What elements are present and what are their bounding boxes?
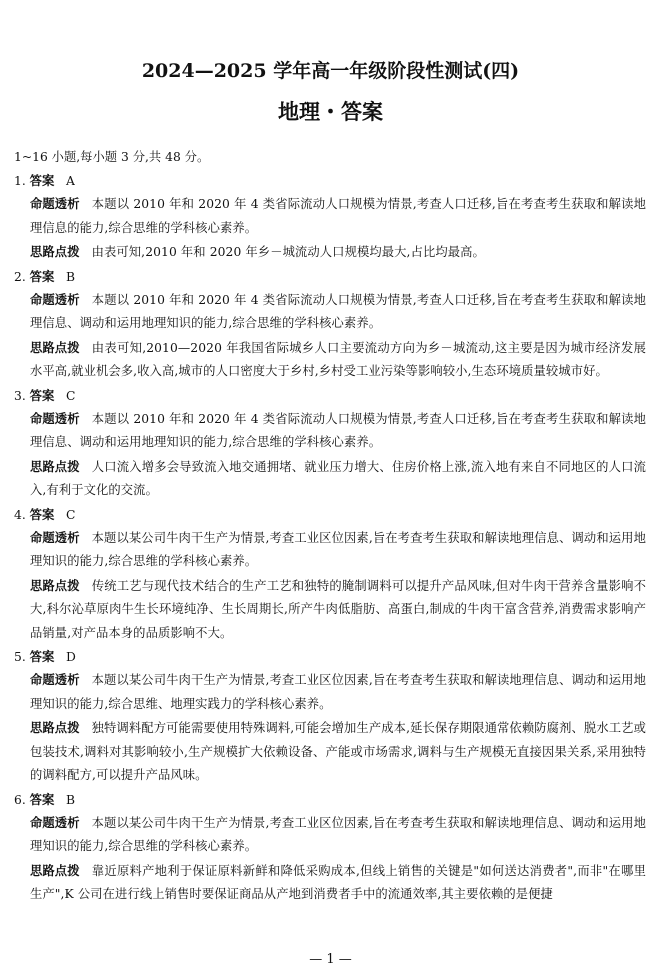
question-answer-line xyxy=(14,503,646,526)
question-number: 4. xyxy=(14,507,26,522)
exam-subtitle: 地理・答案 xyxy=(278,99,383,124)
question-answer-line xyxy=(14,788,646,811)
answer-value: B xyxy=(66,269,76,284)
page-number: — 1 — xyxy=(309,952,352,967)
question-number: 5. xyxy=(14,650,26,664)
question-number: 1. xyxy=(14,174,26,188)
question-block-1 xyxy=(14,169,646,265)
analysis-paragraph xyxy=(14,668,646,716)
answer-label: 答案 xyxy=(29,268,55,284)
hint-text: 独特调料配方可能需要使用特殊调料,可能会增加生产成本,延长保存期限通常依赖防腐剂、脱水工艺或包装技术,调料对其影响较小,生产规模扩大依赖设备、产能或市场需求,调料与生产规模无直接因果关系,采用独特的调料配方,可以提升产品风味。 xyxy=(30,721,646,782)
hint-label: 思路点拨 xyxy=(30,720,80,735)
hint-paragraph xyxy=(14,859,646,907)
question-number: 6. xyxy=(14,792,26,807)
question-block-6 xyxy=(14,788,646,907)
hint-label: 思路点拨 xyxy=(30,862,80,878)
analysis-text: 本题以 2010 年和 2020 年 4 类省际流动人口规模为情景,考查人口迁移,旨在考查考生获取和解读地理信息的能力,综合思维的学科核心素养。 xyxy=(30,197,646,235)
analysis-paragraph xyxy=(14,288,646,336)
answer-label: 答案 xyxy=(29,649,55,664)
analysis-label: 命题透析 xyxy=(30,672,80,687)
answer-label: 答案 xyxy=(29,173,55,188)
question-answer-line xyxy=(14,265,646,288)
answer-value: D xyxy=(66,650,76,664)
analysis-text: 本题以 2010 年和 2020 年 4 类省际流动人口规模为情景,考查人口迁移,旨在考查考生获取和解读地理信息、调动和运用地理知识的能力,综合思维的学科核心素养。 xyxy=(30,411,646,449)
answer-value: A xyxy=(66,174,75,188)
hint-label: 思路点拨 xyxy=(30,458,80,474)
hint-paragraph xyxy=(14,574,646,646)
answer-value: C xyxy=(66,507,76,522)
question-number: 2. xyxy=(14,269,26,284)
question-number: 3. xyxy=(14,388,26,403)
analysis-label: 命题透析 xyxy=(30,529,80,545)
hint-paragraph xyxy=(14,336,646,384)
hint-text: 靠近原料产地利于保证原料新鲜和降低采购成本,但线上销售的关键是"如何送达消费者",而非"在哪里生产",K 公司在进行线上销售时要保证商品从产地到消费者手中的流通效率,其主要依赖的是便捷 xyxy=(30,863,646,901)
analysis-label: 命题透析 xyxy=(30,814,80,830)
analysis-label: 命题透析 xyxy=(30,410,80,426)
analysis-label: 命题透析 xyxy=(30,291,80,307)
hint-text: 由表可知,2010—2020 年我国省际城乡人口主要流动方向为乡－城流动,这主要是因为城市经济发展水平高,就业机会多,收入高,城市的人口密度大于乡村,乡村受工业污染等影响较小,生态环境质量较城市好。 xyxy=(30,340,646,378)
analysis-text: 本题以某公司牛肉干生产为情景,考查工业区位因素,旨在考查考生获取和解读地理信息、调动和运用地理知识的能力,综合思维的学科核心素养。 xyxy=(30,815,646,853)
answer-value: C xyxy=(66,388,76,403)
hint-label: 思路点拨 xyxy=(30,577,80,593)
question-block-2 xyxy=(14,265,646,384)
hint-paragraph xyxy=(14,455,646,503)
analysis-text: 本题以某公司牛肉干生产为情景,考查工业区位因素,旨在考查考生获取和解读地理信息、调动和运用地理知识的能力,综合思维、地理实践力的学科核心素养。 xyxy=(30,673,646,711)
answer-body xyxy=(14,146,646,907)
question-block-4 xyxy=(14,503,646,646)
answer-label: 答案 xyxy=(29,506,55,522)
hint-text: 人口流入增多会导致流入地交通拥堵、就业压力增大、住房价格上涨,流入地有来自不同地区的人口流入,有利于文化的交流。 xyxy=(30,459,646,497)
answer-label: 答案 xyxy=(29,387,55,403)
analysis-label: 命题透析 xyxy=(30,196,80,211)
analysis-paragraph xyxy=(14,407,646,455)
hint-label: 思路点拨 xyxy=(30,244,80,259)
exam-title: 2024—2025 学年高一年级阶段性测试(四) xyxy=(141,60,520,82)
hint-text: 由表可知,2010 年和 2020 年乡－城流动人口规模均最大,占比均最高。 xyxy=(91,245,485,259)
question-answer-line xyxy=(14,169,646,192)
analysis-text: 本题以 2010 年和 2020 年 4 类省际流动人口规模为情景,考查人口迁移,旨在考查考生获取和解读地理信息、调动和运用地理知识的能力,综合思维的学科核心素养。 xyxy=(30,292,646,330)
question-answer-line xyxy=(14,645,646,668)
question-answer-line xyxy=(14,384,646,407)
hint-paragraph xyxy=(14,716,646,788)
analysis-paragraph xyxy=(14,526,646,574)
question-block-5 xyxy=(14,645,646,788)
analysis-paragraph xyxy=(14,811,646,859)
analysis-paragraph xyxy=(14,192,646,240)
analysis-text: 本题以某公司牛肉干生产为情景,考查工业区位因素,旨在考查考生获取和解读地理信息、调动和运用地理知识的能力,综合思维的学科核心素养。 xyxy=(30,530,646,568)
hint-label: 思路点拨 xyxy=(30,339,80,355)
question-block-3 xyxy=(14,384,646,503)
answer-value: B xyxy=(66,792,76,807)
answer-label: 答案 xyxy=(29,791,55,807)
hint-text: 传统工艺与现代技术结合的生产工艺和独特的腌制调料可以提升产品风味,但对牛肉干营养含量影响不大,科尔沁草原肉牛生长环境纯净、生长周期长,所产牛肉低脂肪、高蛋白,制成的牛肉干富含营养,消费需求影响产品销量,对产品本身的品质影响不大。 xyxy=(30,578,646,640)
hint-paragraph xyxy=(14,240,646,265)
intro-text: 1~16 小题,每小题 3 分,共 48 分。 xyxy=(14,150,210,164)
